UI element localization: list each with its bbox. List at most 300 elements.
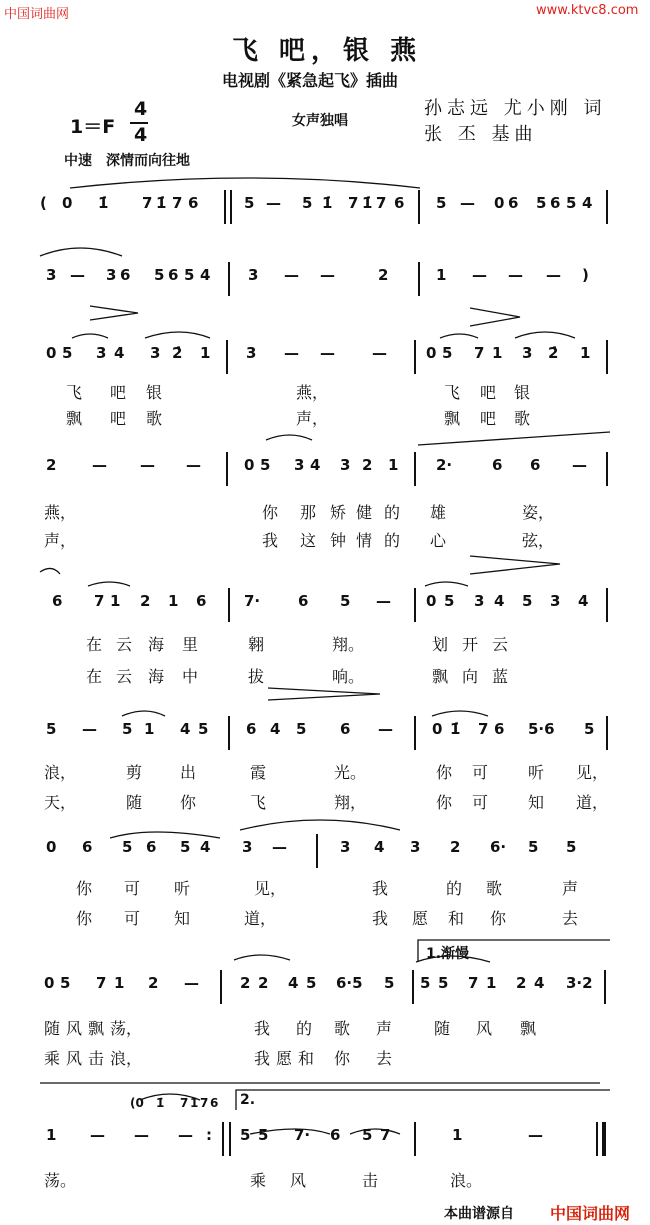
lyric-word: 吧 [110,409,127,428]
note: — [378,720,393,738]
final-barline [602,1122,606,1156]
note: 6 [82,838,93,856]
note: — [186,456,201,474]
lyric-word: 在 [86,667,103,686]
lyric-word: 心 [430,531,447,550]
lyric-word: 划 [432,635,449,654]
note: 4 [200,266,211,284]
lyric-word: 声 [562,879,579,898]
note: 7 [200,1096,209,1110]
note: 3 [294,456,305,474]
note: 5 [184,266,195,284]
note: 6 [330,1126,341,1144]
note: 5 [384,974,395,992]
repeat-sign: : [206,1126,212,1144]
note: 1̇ [156,194,167,212]
note: — [266,194,281,212]
footer-label: 本曲谱源自 [444,1206,514,1222]
lyric-word: 歌 [146,409,163,428]
lyric-word: 和 [298,1049,315,1068]
note: — [320,344,335,362]
note: 5 [258,1126,269,1144]
lyric-word: 这 [300,531,317,550]
note: 0 [46,838,57,856]
note: 1 [144,720,155,738]
lyric-word: 可 [472,793,489,812]
lyric-word: 飘 [66,409,83,428]
lyric-word: 钟 [330,531,347,550]
lyric-word: 天， [44,793,77,812]
lyric-word: 我 [254,1049,271,1068]
score-row-2 [0,262,650,292]
score-row-1 [0,190,650,220]
note: 7 [94,592,105,610]
key-signature: 1＝F [70,116,116,138]
lyric-word: 声， [44,531,77,550]
note: 7 [172,194,183,212]
note: — [140,456,155,474]
note: 1 [580,344,591,362]
barline [418,190,420,224]
barline [316,834,318,868]
barline [228,588,230,622]
note: 1 [486,974,497,992]
note: 1 [492,344,503,362]
time-signature-denominator: 4 [134,124,148,146]
barline [606,588,608,622]
note: — [90,1126,105,1144]
barline [220,970,222,1004]
note: 5 [340,592,351,610]
note: 2 [378,266,389,284]
lyric-word: 中 [182,667,199,686]
lyric-word: 声， [296,409,329,428]
score-row-5 [0,588,650,618]
barline [606,452,608,486]
lyric-word: 听 [528,763,545,782]
note: 3 [340,838,351,856]
note: 2 [240,974,251,992]
lyric-word: 道， [576,793,609,812]
note: 6·5 [336,974,363,992]
note: 5 [296,720,307,738]
note: 5 [306,974,317,992]
lyrics-ending [0,1168,650,1192]
note: 1 [168,592,179,610]
note: 6 [210,1096,219,1110]
score-row-8 [0,970,650,1000]
lyric-word: 乘 [44,1049,61,1068]
barline [606,190,608,224]
note: 5 [584,720,595,738]
lyric-word: 和 [448,909,465,928]
lyric-word: 浪， [110,1049,143,1068]
note: 1̇ [190,1096,199,1110]
composer-credit: 张 丕 基曲 [424,124,538,145]
barline [226,452,228,486]
lyric-word: 歌 [486,879,503,898]
note: 6 [246,720,257,738]
note: 3 [96,344,107,362]
note: 3 [106,266,117,284]
note: 7 [180,1096,189,1110]
note: 6 [494,720,505,738]
note: 1̇ [450,720,461,738]
note: 4 [374,838,385,856]
lyric-word: 可 [472,763,489,782]
lyric-word: 飞 [66,383,83,402]
lyric-word: 风 [476,1019,493,1038]
note: 5 [566,838,577,856]
note: 1 [114,974,125,992]
note: — [184,974,199,992]
note: 5 [46,720,57,738]
lyric-word: 你 [334,1049,351,1068]
note: 2· [436,456,453,474]
score-row-6 [0,716,650,746]
song-subtitle: 电视剧《紧急起飞》插曲 [222,71,399,90]
note: — [508,266,523,284]
lyric-word: 响。 [332,667,365,686]
lyric-word: 蓝 [492,667,509,686]
barline [414,340,416,374]
lyric-word: 荡， [110,1019,143,1038]
barline [606,340,608,374]
barline [418,262,420,296]
note: — [572,456,587,474]
lyric-word: 翱 [248,635,265,654]
lyric-word: 你 [490,909,507,928]
lyric-word: 云 [492,635,509,654]
lyric-word: 翔。 [332,635,365,654]
lyric-word: 弦， [522,531,555,550]
lyric-word: 开 [462,635,479,654]
note: 5 [420,974,431,992]
lyric-word: 燕， [44,503,77,522]
note: 2̇ [548,344,559,362]
lyric-word: 去 [376,1049,393,1068]
lyric-word: 我 [372,909,389,928]
barline [414,1122,416,1156]
tempo-marking: 中速 深情而向往地 [64,153,190,169]
note: 3 [550,592,561,610]
note: 5 [62,344,73,362]
note: 0 [426,592,437,610]
lyric-word: 可 [124,879,141,898]
lyric-word: 银 [146,383,163,402]
note: 2 [148,974,159,992]
score-row-9 [0,1086,650,1116]
note: 5 [198,720,209,738]
note: 1 [46,1126,57,1144]
lyric-word: 光。 [334,763,367,782]
lyric-word: 燕， [296,383,329,402]
note: 4 [288,974,299,992]
note: 4 [114,344,125,362]
lyric-word: 风 [66,1049,83,1068]
lyric-word: 出 [180,763,197,782]
note: 6 [120,266,131,284]
note: 6 [168,266,179,284]
note: 0 [244,456,255,474]
lyrics-verse-2 [0,528,650,552]
note: 5 [260,456,271,474]
lyric-word: 道， [244,909,277,928]
note: 5 [362,1126,373,1144]
lyric-word: 的 [384,531,401,550]
score-row-4 [0,452,650,482]
lyric-word: 歌 [514,409,531,428]
note: 6 [492,456,503,474]
lyric-word: 霞 [250,763,267,782]
lyric-word: 声 [376,1019,393,1038]
lyric-word: 拔 [248,667,265,686]
note: — [272,838,287,856]
lyric-word: 你 [76,879,93,898]
note: 3 [248,266,259,284]
barline [222,1122,224,1156]
lyrics-verse-1 [0,500,650,524]
note: 6 [52,592,63,610]
lyric-word: 随 [126,793,143,812]
lyric-word: 健 [356,503,373,522]
lyrics-verse-1 [0,1016,650,1040]
lyric-word: 击 [362,1171,379,1190]
barline [414,716,416,750]
note: — [134,1126,149,1144]
note: 5 [536,194,547,212]
time-signature-numerator: 4 [134,98,148,120]
note: 2 [46,456,57,474]
lyric-word: 你 [262,503,279,522]
lyric-word: 你 [180,793,197,812]
note: 4 [270,720,281,738]
note: 5 [122,720,133,738]
lyric-word: 雄 [430,503,447,522]
lyric-word: 去 [562,909,579,928]
note: 7 [96,974,107,992]
note: — [546,266,561,284]
volta-1-label: 1.渐慢 [426,946,470,962]
lyric-word: 云 [116,667,133,686]
note: 5 [444,592,455,610]
note: 6 [298,592,309,610]
note: 5 [60,974,71,992]
note: 3 [242,838,253,856]
lyric-word: 的 [296,1019,313,1038]
note: 5 [438,974,449,992]
lyric-word: 剪 [126,763,143,782]
lyric-word: 飘 [432,667,449,686]
lyric-word: 飞 [444,383,461,402]
note: 1 [452,1126,463,1144]
lyric-word: 海 [148,667,165,686]
lyric-word: 我 [262,531,279,550]
note: 6 [146,838,157,856]
note: 4 [494,592,505,610]
note: 3 [522,344,533,362]
lyric-word: 那 [300,503,317,522]
note: 6 [340,720,351,738]
note: 3 [474,592,485,610]
lyric-word: 飞 [250,793,267,812]
lyric-word: 愿 [276,1049,293,1068]
note: 6 [508,194,519,212]
lyric-word: 飘 [444,409,461,428]
lyrics-verse-1 [0,632,650,656]
note: 2 [258,974,269,992]
lyric-word: 乘 [250,1171,267,1190]
note: 2 [362,456,373,474]
barline [228,716,230,750]
barline [606,716,608,750]
note: 2̇ [172,344,183,362]
note: — [178,1126,193,1144]
note: 5 [240,1126,251,1144]
watermark-left: 中国词曲网 [4,7,70,22]
note: 1 [388,456,399,474]
note: 7 [348,194,359,212]
barline [412,970,414,1004]
barline [596,1122,598,1156]
note: 5 [302,194,313,212]
note: 4 [578,592,589,610]
lyric-word: 我 [254,1019,271,1038]
note: — [82,720,97,738]
score-row-10 [0,1122,650,1152]
barline [226,340,228,374]
lyric-word: 飘 [520,1019,537,1038]
barline [414,452,416,486]
note: 7 [142,194,153,212]
lyric-word: 姿， [522,503,555,522]
lyrics-verse-2 [0,664,650,688]
lyric-word: 可 [124,909,141,928]
note: 7 [376,194,387,212]
lyrics-verse-2 [0,1046,650,1070]
note: 6 [550,194,561,212]
note: 4 [582,194,593,212]
note: 5 [436,194,447,212]
performance-type: 女声独唱 [292,113,348,129]
lyric-word: 听 [174,879,191,898]
note: 5 [522,592,533,610]
lyric-word: 随 [434,1019,451,1038]
lyric-word: 愿 [412,909,429,928]
note: 3 [246,344,257,362]
lyric-word: 飘 [88,1019,105,1038]
note: 6 [530,456,541,474]
lyrics-verse-1 [0,760,650,784]
lyric-word: 见， [254,879,287,898]
note: — [284,344,299,362]
lyric-word: 见， [576,763,609,782]
lyrics-verse-1 [0,876,650,900]
lyric-word: 风 [290,1171,307,1190]
note: 5 [528,838,539,856]
lyric-word: 你 [436,763,453,782]
note: 5 [122,838,133,856]
lyric-word: 海 [148,635,165,654]
note: 2 [140,592,151,610]
note: 1̇ [156,1096,165,1110]
note: 0 [44,974,55,992]
note: — [460,194,475,212]
barline [229,1122,231,1156]
note: 7· [294,1126,311,1144]
note: 6· [490,838,507,856]
song-title: 飞 吧，银 燕 [232,36,423,66]
volta-2-label: 2. [240,1092,256,1108]
lyric-word: 翔， [334,793,367,812]
barline [230,190,232,224]
note: — [284,266,299,284]
note: 0 [494,194,505,212]
note: ) [582,266,589,284]
lyric-word: 你 [76,909,93,928]
note: 3 [410,838,421,856]
lyric-word: 银 [514,383,531,402]
note: — [376,592,391,610]
lyric-word: 风 [66,1019,83,1038]
note: (0 [130,1096,144,1110]
note: 5 [566,194,577,212]
watermark-right: www.ktvc8.com [536,3,639,18]
note: 5 [244,194,255,212]
score-row-3 [0,340,650,370]
note: 6 [394,194,405,212]
note: 7 [380,1126,391,1144]
note: 0 [46,344,57,362]
lyric-word: 的 [446,879,463,898]
barline [414,588,416,622]
note: 5 [154,266,165,284]
note: 5 [180,838,191,856]
lyric-word: 浪， [44,763,77,782]
lyric-word: 歌 [334,1019,351,1038]
lyric-word: 在 [86,635,103,654]
note: 7 [468,974,479,992]
lyric-word: 荡。 [44,1171,77,1190]
footer-site[interactable]: 中国词曲网 [550,1204,631,1223]
note: — [528,1126,543,1144]
note: 7· [244,592,261,610]
note: 4 [534,974,545,992]
barline [228,262,230,296]
lyrics-verse-2 [0,906,650,930]
lyrics-verse-2 [0,790,650,814]
lyric-word: 吧 [480,383,497,402]
note: 1̇ [322,194,333,212]
note: 0 [62,194,73,212]
lyric-word: 你 [436,793,453,812]
note: 6 [196,592,207,610]
lyric-word: 吧 [110,383,127,402]
note: — [320,266,335,284]
lyric-word: 击 [88,1049,105,1068]
lyrics-verse-1 [0,380,650,404]
note: 1 [200,344,211,362]
note: 4 [200,838,211,856]
lyric-word: 知 [174,909,191,928]
lyric-word: 知 [528,793,545,812]
note: 1 [110,592,121,610]
lyric-word: 我 [372,879,389,898]
lyric-word: 矫 [330,503,347,522]
note: 3 [46,266,57,284]
note: 4 [310,456,321,474]
barline [224,190,226,224]
